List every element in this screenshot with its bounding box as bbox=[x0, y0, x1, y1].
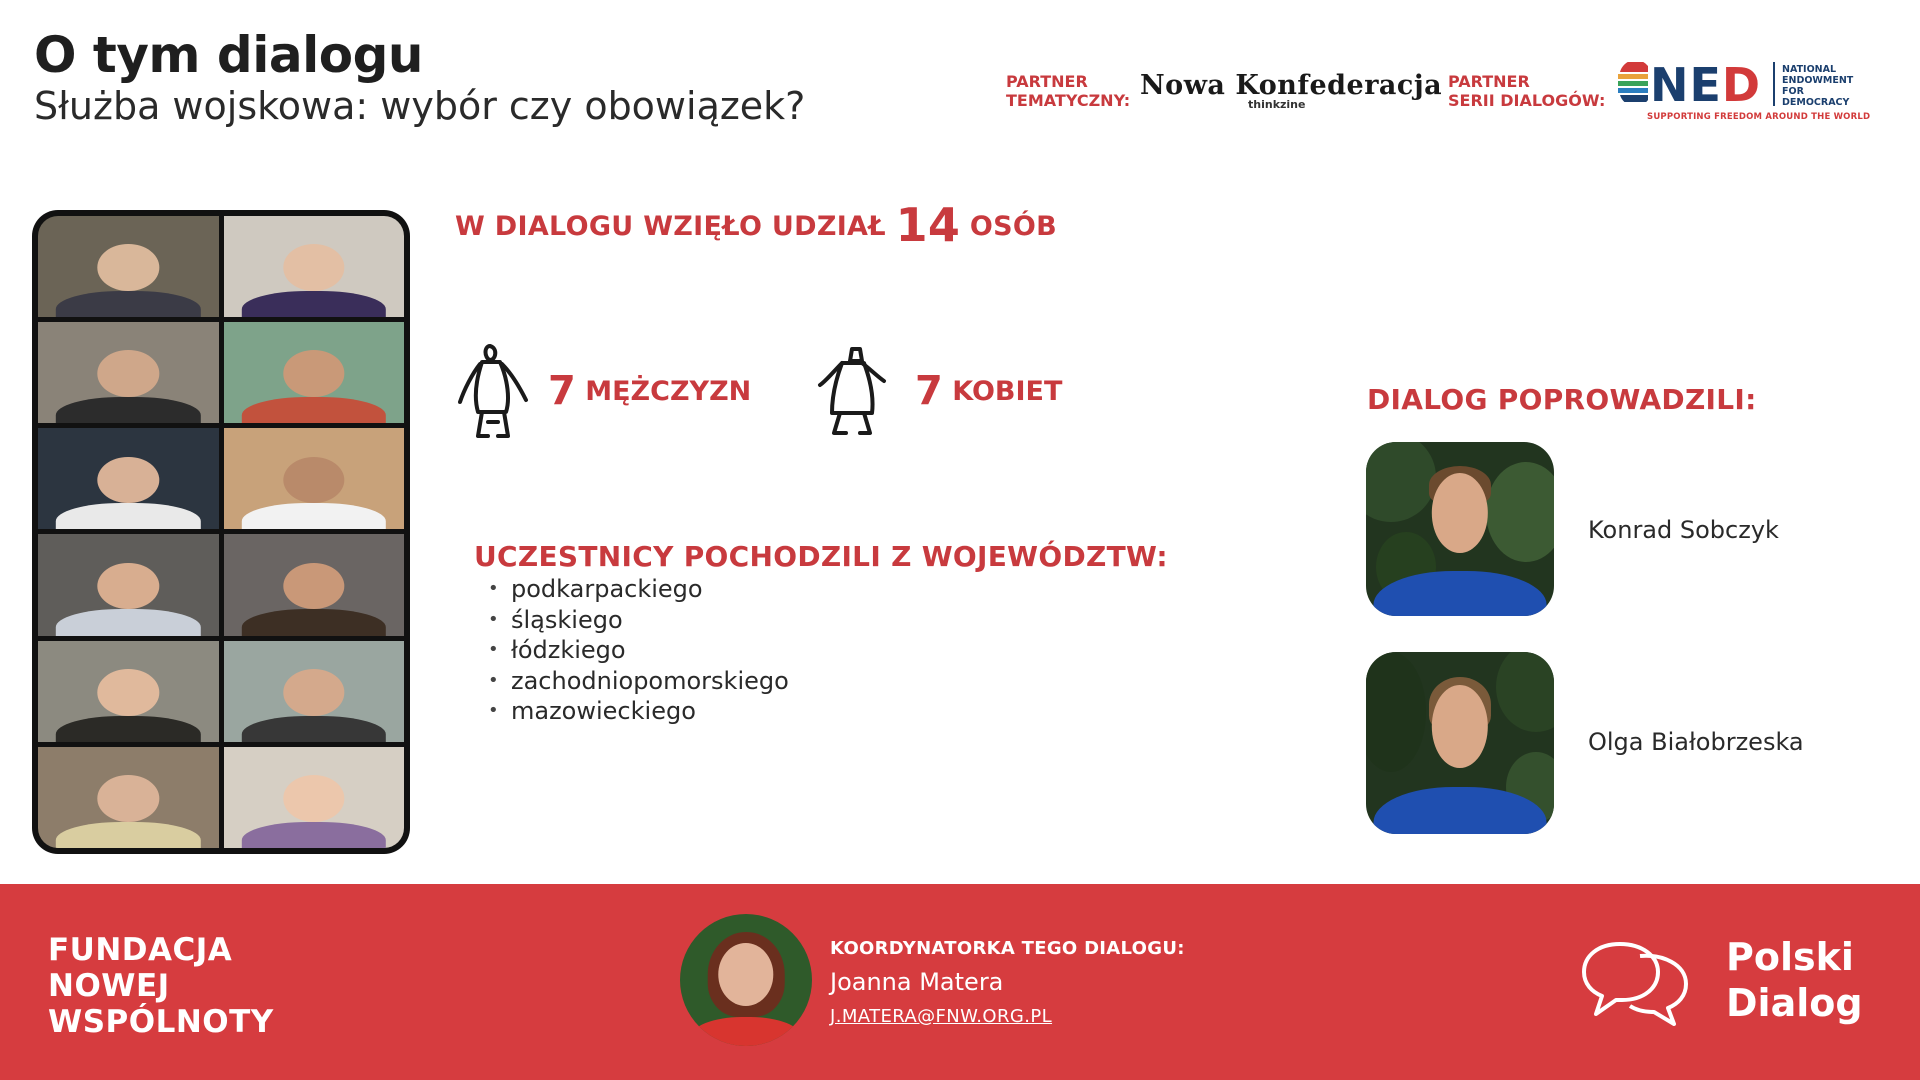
fnw-logo-line: NOWEJ bbox=[48, 968, 170, 1004]
participant-video-tile bbox=[38, 428, 219, 529]
footer-bar bbox=[0, 884, 1920, 1080]
moderator-photo bbox=[1366, 442, 1554, 616]
thematic-partner-label-line2: TEMATYCZNY: bbox=[1006, 91, 1131, 110]
regions-list bbox=[488, 574, 789, 727]
nowa-konfederacja-tagline: thinkzine bbox=[1248, 98, 1306, 111]
women-count-stat bbox=[915, 368, 1062, 414]
page-title: O tym dialogu bbox=[34, 26, 423, 84]
regions-title: UCZESTNICY POCHODZILI Z WOJEWÓDZTW: bbox=[474, 540, 1168, 573]
men-count-stat bbox=[548, 368, 751, 414]
page-subtitle: Służba wojskowa: wybór czy obowiązek? bbox=[34, 84, 806, 128]
man-figure-icon bbox=[454, 340, 534, 440]
ned-full-name bbox=[1782, 64, 1872, 108]
participant-video-tile bbox=[224, 534, 405, 635]
polski-dialog-line: Dialog bbox=[1726, 981, 1863, 1025]
series-partner-label bbox=[1448, 72, 1605, 110]
ned-name-line: FOR bbox=[1782, 86, 1804, 97]
participant-video-tile bbox=[224, 322, 405, 423]
participants-total: 14 bbox=[895, 198, 961, 252]
region-item: • podkarpackiego bbox=[488, 574, 789, 605]
region-item: • śląskiego bbox=[488, 605, 789, 636]
video-grid-tiles bbox=[38, 216, 404, 848]
fnw-logo-line: FUNDACJA bbox=[48, 932, 233, 968]
moderator-name: Konrad Sobczyk bbox=[1588, 516, 1779, 544]
ned-name-line: NATIONAL bbox=[1782, 64, 1837, 75]
fnw-logo bbox=[48, 932, 274, 1040]
coordinator-email-link[interactable]: J.MATERA@FNW.ORG.PL bbox=[830, 1006, 1053, 1027]
speech-bubbles-icon bbox=[1578, 936, 1694, 1028]
women-count: 7 bbox=[915, 368, 943, 414]
ned-name-line: ENDOWMENT bbox=[1782, 75, 1854, 86]
ned-divider bbox=[1773, 62, 1775, 106]
moderator-photo bbox=[1366, 652, 1554, 834]
region-item: • łódzkiego bbox=[488, 635, 789, 666]
coordinator-photo bbox=[680, 914, 812, 1046]
region-item: • zachodniopomorskiego bbox=[488, 666, 789, 697]
participant-video-tile bbox=[38, 641, 219, 742]
ned-wordmark-ne: NE bbox=[1650, 58, 1722, 112]
series-partner-label-line1: PARTNER bbox=[1448, 72, 1530, 91]
headline-suffix: OSÓB bbox=[969, 211, 1058, 242]
participant-video-tile bbox=[224, 641, 405, 742]
thematic-partner-label bbox=[1006, 72, 1130, 110]
polski-dialog-line: Polski bbox=[1726, 935, 1854, 979]
participants-video-grid bbox=[32, 210, 410, 854]
nowa-konfederacja-logo: Nowa Konfederacja bbox=[1140, 70, 1443, 101]
coordinator-name: Joanna Matera bbox=[830, 968, 1004, 996]
participant-video-tile bbox=[38, 322, 219, 423]
moderators-title: DIALOG POPROWADZILI: bbox=[1367, 383, 1757, 416]
participants-headline bbox=[455, 198, 1057, 252]
woman-figure-icon bbox=[812, 345, 892, 437]
participant-video-tile bbox=[224, 216, 405, 317]
region-item: • mazowieckiego bbox=[488, 696, 789, 727]
participant-video-tile bbox=[224, 428, 405, 529]
fnw-logo-line: WSPÓLNOTY bbox=[48, 1004, 274, 1040]
coordinator-label: KOORDYNATORKA TEGO DIALOGU: bbox=[830, 938, 1185, 959]
participant-video-tile bbox=[38, 216, 219, 317]
ned-wordmark-d: D bbox=[1721, 58, 1762, 112]
ned-tagline: SUPPORTING FREEDOM AROUND THE WORLD bbox=[1647, 112, 1871, 122]
ned-name-line: DEMOCRACY bbox=[1782, 97, 1850, 108]
women-label: KOBIET bbox=[952, 376, 1063, 407]
thematic-partner-label-line1: PARTNER bbox=[1006, 72, 1088, 91]
moderator-name: Olga Białobrzeska bbox=[1588, 728, 1804, 756]
men-count: 7 bbox=[548, 368, 576, 414]
polski-dialog-logo bbox=[1726, 934, 1863, 1026]
participant-video-tile bbox=[38, 747, 219, 848]
series-partner-label-line2: SERII DIALOGÓW: bbox=[1448, 91, 1606, 110]
ned-stripes-icon bbox=[1618, 62, 1648, 102]
ned-wordmark bbox=[1650, 58, 1761, 112]
headline-prefix: W DIALOGU WZIĘŁO UDZIAŁ bbox=[455, 211, 886, 242]
men-label: MĘŻCZYZN bbox=[585, 376, 752, 407]
participant-video-tile bbox=[38, 534, 219, 635]
participant-video-tile bbox=[224, 747, 405, 848]
